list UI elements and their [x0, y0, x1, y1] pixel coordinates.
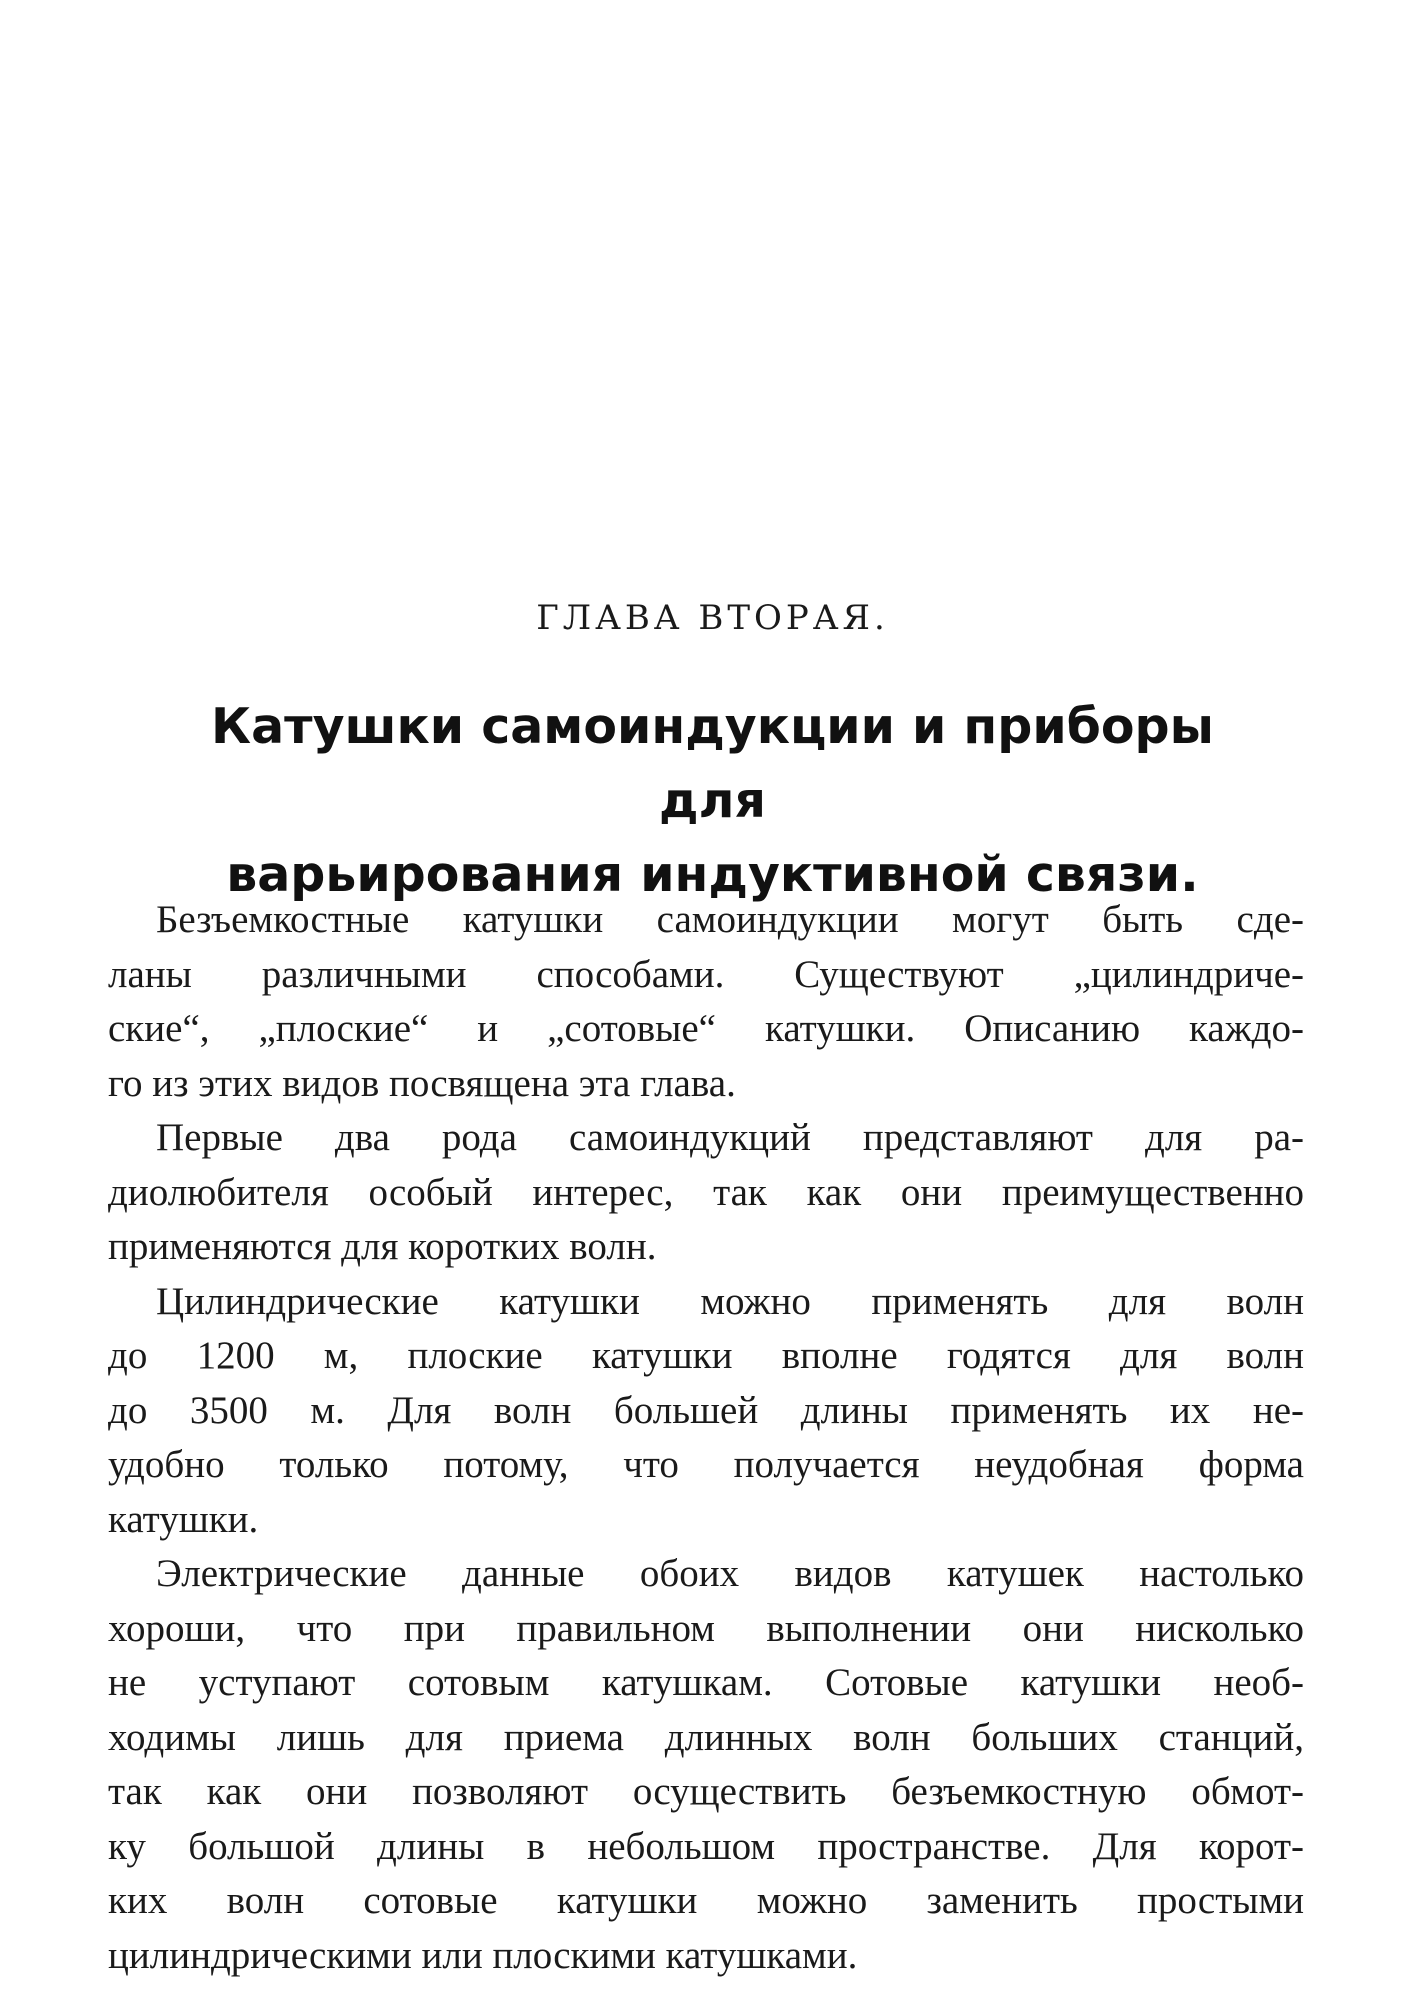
text-line: ку большой длины в небольшом пространстве. Для корот-: [108, 1824, 1304, 1868]
text-line: применяются для коротких волн.: [108, 1225, 657, 1268]
text-line: Безъемкостные катушки самоиндукции могут быть сде-: [156, 898, 1304, 941]
text-line: ходимы лишь для приема длинных волн больших станций,: [108, 1715, 1304, 1759]
text-line: ланы различными способами. Существуют „цилиндриче-: [108, 952, 1304, 996]
text-line: так как они позволяют осуществить безъемкостную обмот-: [108, 1770, 1304, 1813]
text-line: не уступают сотовым катушкам. Сотовые катушки необ-: [108, 1661, 1304, 1704]
text-line: диолюбителя особый интерес, так как они преимущественно: [108, 1170, 1304, 1214]
chapter-title: [150, 690, 1275, 912]
text-line: удобно только потому, что получается неудобная форма: [108, 1443, 1304, 1486]
text-line: до 1200 м, плоские катушки вполне годятся для волн: [108, 1334, 1304, 1377]
text-line: ких волн сотовые катушки можно заменить простыми: [108, 1879, 1304, 1922]
text-line: Первые два рода самоиндукций представляют для ра-: [156, 1116, 1304, 1159]
text-line: до 3500 м. Для волн большей длины применять их не-: [108, 1388, 1304, 1432]
text-line: го из этих видов посвящена эта глава.: [108, 1061, 736, 1105]
text-line: цилиндрическими или плоскими катушками.: [108, 1933, 858, 1977]
paragraph: [108, 893, 1304, 1111]
text-line: ские“, „плоские“ и „сотовые“ катушки. Описанию каждо-: [108, 1007, 1304, 1050]
chapter-title-line: Катушки самоиндукции и приборы для: [211, 698, 1214, 829]
text-line: Электрические данные обоих видов катушек настолько: [156, 1552, 1304, 1595]
text-line: катушки.: [108, 1497, 259, 1541]
paragraph: [108, 1111, 1304, 1275]
body-text: [108, 893, 1304, 1983]
chapter-label: ГЛАВА ВТОРАЯ.: [536, 598, 889, 638]
chapter-title-line: варьирования индуктивной связи.: [226, 846, 1199, 903]
paragraph: [108, 1547, 1304, 1983]
paragraph: [108, 1275, 1304, 1548]
text-line: Цилиндрические катушки можно применять для волн: [156, 1279, 1304, 1323]
text-line: хороши, что при правильном выполнении они нисколько: [108, 1606, 1304, 1650]
